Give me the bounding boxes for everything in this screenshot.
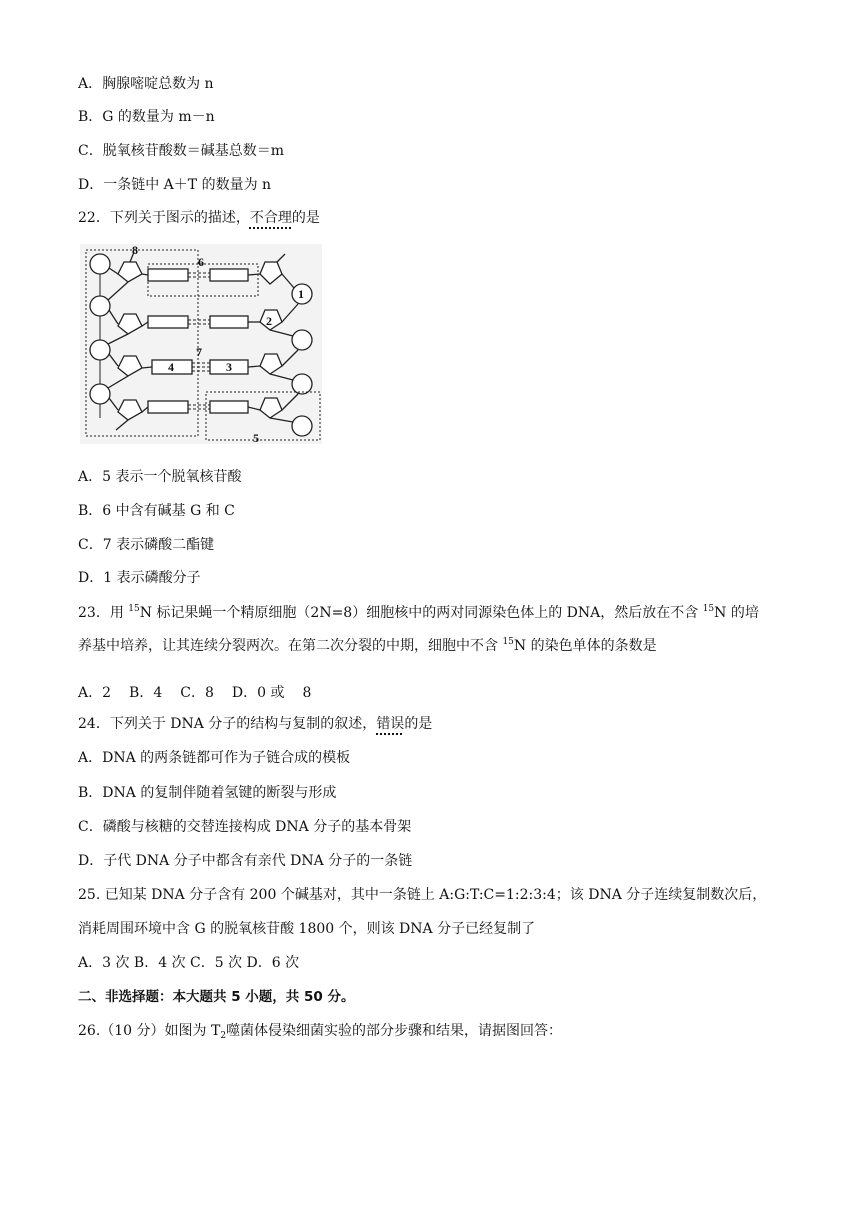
q26-stem — [78, 1021, 562, 1041]
q22-option-b: B．6 中含有碱基 G 和 C — [78, 503, 235, 519]
right-phosphate — [292, 416, 312, 436]
q24-stem-prefix: 24．下列关于 DNA 分子的结构与复制的叙述， — [78, 716, 377, 732]
left-phosphate — [90, 340, 110, 360]
label-4: 4 — [168, 360, 174, 374]
q21-option-c: C．脱氧核苷酸数＝碱基总数＝m — [78, 143, 284, 159]
q23-option-b: B．4 — [129, 685, 163, 701]
left-phosphate — [90, 384, 110, 404]
q21-option-d: D．一条链中 A＋T 的数量为 n — [78, 177, 272, 193]
q24-option-a: A．DNA 的两条链都可作为子链合成的模板 — [78, 750, 351, 766]
q24-option-d: D．子代 DNA 分子中都含有亲代 DNA 分子的一条链 — [78, 853, 413, 869]
q22-option-c: C．7 表示磷酸二酯键 — [78, 537, 215, 553]
left-phosphate — [90, 296, 110, 316]
q23-text: 23．用 — [78, 605, 129, 621]
right-base — [210, 401, 248, 413]
q23-text: N 的染色单体的条数是 — [513, 638, 657, 654]
q25-stem-line2: 消耗周围环境中含 G 的脱氧核苷酸 1800 个，则该 DNA 分子已经复制了 — [78, 921, 536, 937]
left-base — [148, 401, 188, 413]
right-base — [210, 269, 248, 281]
q22-stem-emphasis: 不合理 — [249, 210, 292, 226]
q22-option-d: D．1 表示磷酸分子 — [78, 570, 201, 586]
q26-text: 噬菌体侵染细菌实验的部分步骤和结果，请据图回答： — [226, 1023, 563, 1039]
q23-options — [78, 683, 311, 703]
superscript-15: 15 — [502, 637, 514, 647]
q22-stem — [78, 208, 320, 228]
q23-text: N 的培 — [714, 605, 759, 621]
q24-option-c: C．磷酸与核糖的交替连接构成 DNA 分子的基本骨架 — [78, 819, 412, 835]
label-7: 7 — [196, 345, 202, 359]
left-base — [148, 269, 188, 281]
right-phosphate — [292, 374, 312, 394]
q24-stem-suffix: 的是 — [404, 716, 433, 732]
q23-stem-line2 — [78, 636, 657, 656]
subscript-2: 2 — [220, 1031, 227, 1041]
superscript-15: 15 — [702, 604, 715, 614]
q23-text: 养基中培养，让其连续分裂两次。在第二次分裂的中期，细胞中不含 — [78, 638, 503, 654]
q23-text: N 标记果蝇一个精原细胞（2N=8）细胞核中的两对同源染色体上的 DNA，然后放在不含 — [139, 605, 703, 621]
right-phosphate — [292, 330, 312, 350]
right-base — [210, 316, 248, 328]
q25-stem-line1: 25. 已知某 DNA 分子含有 200 个碱基对，其中一条链上 A:G:T:C=1:2:3:4；该 DNA 分子连续复制数次后， — [78, 887, 767, 903]
label-1: 1 — [298, 287, 304, 301]
figure-background — [80, 244, 322, 444]
label-3: 3 — [226, 360, 232, 374]
label-2: 2 — [266, 314, 272, 328]
q25-options: A．3 次 B．4 次 C．5 次 D．6 次 — [78, 955, 300, 971]
left-base — [148, 316, 188, 328]
q23-option-d-value: 8 — [302, 685, 312, 701]
q26-text: 26.（10 分）如图为 T — [78, 1023, 221, 1039]
q23-option-a: A．2 — [78, 685, 112, 701]
q22-option-a: A．5 表示一个脱氧核苷酸 — [78, 469, 242, 485]
q22-stem-suffix: 的是 — [291, 210, 320, 226]
label-6: 6 — [198, 255, 204, 269]
q23-option-c: C．8 — [180, 685, 214, 701]
dna-structure-diagram — [80, 244, 322, 444]
section-2-heading: 二、非选择题：本大题共 5 小题，共 50 分。 — [78, 989, 355, 1005]
q24-stem — [78, 714, 432, 734]
q24-option-b: B．DNA 的复制伴随着氢键的断裂与形成 — [78, 785, 337, 801]
q23-stem-line1 — [78, 603, 759, 623]
q23-option-d: D．0 或 — [231, 685, 285, 701]
q21-option-b: B．G 的数量为 m－n — [78, 109, 215, 125]
q21-option-a: A．胸腺嘧啶总数为 n — [78, 76, 214, 92]
q22-stem-prefix: 22．下列关于图示的描述， — [78, 210, 250, 226]
label-8: 8 — [132, 244, 138, 257]
superscript-15: 15 — [128, 604, 140, 614]
q24-stem-emphasis: 错误 — [376, 716, 405, 732]
left-phosphate — [90, 254, 110, 274]
label-5: 5 — [253, 431, 259, 444]
